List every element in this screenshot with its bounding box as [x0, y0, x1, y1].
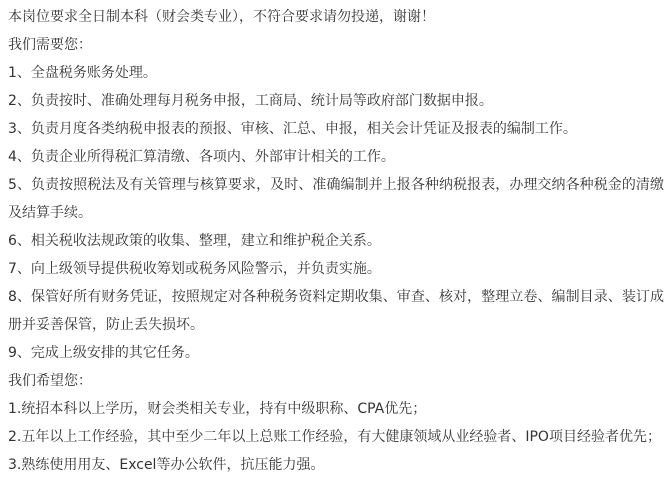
job-duty-item-9: 9、完成上级安排的其它任务。 — [8, 345, 199, 361]
job-requirement-item-1: 1.统招本科以上学历，财会类相关专业，持有中级职称、CPA优先； — [8, 401, 427, 417]
job-duty-item-7: 7、向上级领导提供税收筹划或税务风险警示，并负责实施。 — [8, 261, 381, 277]
job-duty-item-1: 1、全盘税务账务处理。 — [8, 65, 157, 81]
job-requirement-item-2: 2.五年以上工作经验，其中至少二年以上总账工作经验，有大健康领域从业经验者、IPO项目经验者优先； — [8, 429, 661, 445]
job-duty-item-6: 6、相关税收法规政策的收集、整理，建立和维护税企关系。 — [8, 233, 381, 249]
job-requirement-item-3: 3.熟练使用用友、Excel等办公软件，抗压能力强。 — [8, 457, 325, 473]
job-duty-item-5: 5、负责按照税法及有关管理与核算要求，及时、准确编制并上报各种纳税报表，办理交纳各种税金的清缴及结算手续。 — [8, 177, 664, 221]
section-header-need: 我们需要您： — [8, 37, 92, 53]
job-intro-note: 本岗位要求全日制本科（财会类专业），不符合要求请勿投递，谢谢！ — [8, 9, 435, 25]
job-duty-item-2: 2、负责按时、准确处理每月税务申报，工商局、统计局等政府部门数据申报。 — [8, 93, 493, 109]
job-duty-item-4: 4、负责企业所得税汇算清缴、各项内、外部审计相关的工作。 — [8, 149, 395, 165]
job-duty-item-8: 8、保管好所有财务凭证，按照规定对各种税务资料定期收集、审查、核对，整理立卷、编制目录、装订成册并妥善保管，防止丢失损坏。 — [8, 289, 664, 333]
job-duty-item-3: 3、负责月度各类纳税申报表的预报、审核、汇总、申报，相关会计凭证及报表的编制工作。 — [8, 121, 577, 137]
section-header-hope: 我们希望您： — [8, 373, 92, 389]
